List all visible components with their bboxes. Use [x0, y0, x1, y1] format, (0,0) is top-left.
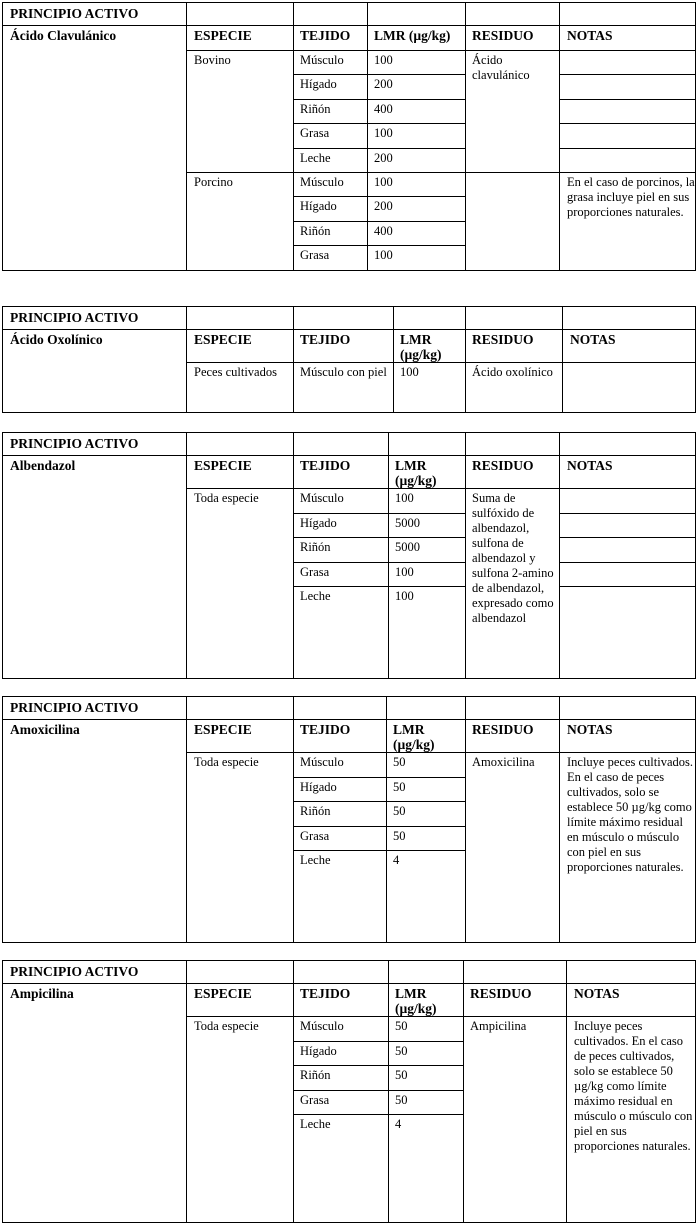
column-header-4: NOTAS — [567, 458, 613, 473]
column-divider — [388, 961, 389, 1222]
lmr-value-cell: 400 — [374, 101, 393, 116]
column-header-4: NOTAS — [574, 986, 620, 1001]
column-divider — [386, 697, 387, 942]
column-header-1: TEJIDO — [300, 722, 351, 737]
column-header-4: NOTAS — [567, 722, 613, 737]
lmr-value-cell: 50 — [395, 1068, 408, 1082]
principio-activo-label: PRINCIPIO ACTIVO — [10, 436, 139, 451]
tissue-cell: Músculo — [300, 755, 344, 769]
subheader-divider — [186, 1016, 695, 1017]
tissue-cell: Grasa — [300, 1092, 330, 1107]
principio-activo-label: PRINCIPIO ACTIVO — [10, 964, 139, 979]
column-divider — [293, 3, 294, 270]
tissue-cell: Riñón — [300, 1068, 331, 1082]
row-divider — [293, 850, 465, 851]
column-divider — [186, 307, 187, 412]
lmr-value-cell: 100 — [400, 365, 419, 379]
column-divider — [186, 697, 187, 942]
header-row-divider — [3, 25, 695, 26]
column-divider — [465, 697, 466, 942]
mrl-table — [2, 306, 696, 413]
row-divider — [293, 586, 465, 587]
mrl-table — [2, 960, 696, 1223]
tissue-cell: Hígado — [300, 77, 337, 92]
tissue-cell: Leche — [300, 853, 331, 867]
row-divider — [293, 777, 465, 778]
row-divider — [293, 1090, 463, 1091]
column-divider — [293, 697, 294, 942]
lmr-value-cell: 200 — [374, 199, 393, 214]
row-divider — [293, 221, 465, 222]
column-header-0: ESPECIE — [194, 332, 252, 347]
column-divider — [559, 3, 560, 270]
column-header-4: NOTAS — [570, 332, 616, 347]
species-cell: Toda especie — [194, 755, 259, 769]
column-header-1: TEJIDO — [300, 28, 351, 43]
tissue-cell: Riñón — [300, 540, 331, 554]
tissue-cell: Leche — [300, 589, 331, 603]
notes-cell: En el caso de porcinos, la grasa incluye piel en sus proporciones naturales. — [567, 175, 695, 219]
column-divider — [393, 307, 394, 412]
tissue-cell: Hígado — [300, 199, 337, 214]
tissue-cell: Músculo — [300, 53, 344, 67]
tissue-cell: Grasa — [300, 248, 330, 263]
tissue-cell: Grasa — [300, 126, 330, 141]
column-header-3: RESIDUO — [472, 722, 534, 737]
column-divider — [559, 697, 560, 942]
column-header-0: ESPECIE — [194, 458, 252, 473]
header-row-divider — [3, 329, 695, 330]
lmr-value-cell: 400 — [374, 223, 393, 238]
subheader-divider — [186, 362, 695, 363]
row-divider — [293, 826, 465, 827]
species-cell: Toda especie — [194, 1019, 259, 1033]
row-divider — [293, 99, 465, 100]
notes-cell — [570, 365, 695, 411]
lmr-value-cell: 200 — [374, 77, 393, 92]
mrl-table — [2, 696, 696, 943]
notes-cell: Incluye peces cultivados. En el caso de peces cultivados, solo se establece 50 µg/kg como límite máximo residual en músculo o músculo con piel en sus proporciones naturales. — [567, 755, 693, 874]
lmr-value-cell: 5000 — [395, 540, 420, 554]
header-row-divider — [3, 719, 695, 720]
tissue-cell: Músculo — [300, 175, 344, 189]
principio-activo-label: PRINCIPIO ACTIVO — [10, 6, 139, 21]
column-divider — [465, 3, 466, 270]
active-substance-name: Ampicilina — [10, 986, 74, 1001]
residue-cell — [472, 175, 556, 269]
lmr-value-cell: 100 — [395, 589, 414, 603]
lmr-value-cell: 100 — [374, 53, 393, 67]
column-divider — [559, 433, 560, 678]
header-row-divider — [3, 983, 695, 984]
tissue-cell: Leche — [300, 1117, 331, 1131]
lmr-value-cell: 50 — [393, 755, 406, 769]
tissue-cell: Músculo con piel — [300, 365, 387, 379]
column-header-0: ESPECIE — [194, 28, 252, 43]
lmr-value-cell: 5000 — [395, 515, 420, 530]
mrl-table — [2, 2, 696, 271]
column-header-0: ESPECIE — [194, 986, 252, 1001]
column-header-2: LMR (µg/kg) — [400, 332, 442, 362]
species-cell: Bovino — [194, 53, 231, 67]
row-divider — [293, 562, 465, 563]
column-divider — [388, 433, 389, 678]
column-divider — [562, 307, 563, 412]
active-substance-name: Ácido Clavulánico — [10, 28, 117, 43]
column-header-4: NOTAS — [567, 28, 613, 43]
column-divider — [367, 3, 368, 270]
column-divider — [186, 961, 187, 1222]
column-header-1: TEJIDO — [300, 986, 351, 1001]
residue-cell: Ácido oxolínico — [472, 365, 553, 379]
residue-cell: Suma de sulfóxido de albendazol, sulfona de albendazol y sulfona 2-amino de albendazol, expresado como albendazol — [472, 491, 554, 625]
row-divider — [293, 513, 465, 514]
column-divider — [186, 3, 187, 270]
group-divider — [186, 172, 695, 173]
column-divider — [465, 433, 466, 678]
row-divider — [293, 245, 465, 246]
residue-cell: Amoxicilina — [472, 755, 535, 769]
column-header-0: ESPECIE — [194, 722, 252, 737]
lmr-value-cell: 50 — [393, 828, 406, 843]
lmr-value-cell: 200 — [374, 150, 393, 165]
principio-activo-label: PRINCIPIO ACTIVO — [10, 310, 139, 325]
column-divider — [186, 433, 187, 678]
tissue-cell: Grasa — [300, 564, 330, 579]
tissue-cell: Músculo — [300, 1019, 344, 1033]
column-header-2: LMR (µg/kg) — [395, 986, 437, 1016]
lmr-value-cell: 100 — [374, 126, 393, 141]
active-substance-name: Amoxicilina — [10, 722, 80, 737]
lmr-value-cell: 100 — [395, 491, 414, 505]
mrl-table — [2, 432, 696, 679]
notes-cell — [567, 491, 695, 610]
column-header-2: LMR (µg/kg) — [395, 458, 437, 488]
tissue-cell: Riñón — [300, 101, 331, 116]
column-header-3: RESIDUO — [472, 28, 534, 43]
species-cell: Porcino — [194, 175, 233, 189]
column-divider — [463, 961, 464, 1222]
lmr-value-cell: 50 — [395, 1019, 408, 1033]
tissue-cell: Leche — [300, 150, 331, 165]
principio-activo-label: PRINCIPIO ACTIVO — [10, 700, 139, 715]
active-substance-name: Albendazol — [10, 458, 76, 473]
lmr-value-cell: 50 — [395, 1043, 408, 1058]
lmr-value-cell: 4 — [393, 853, 400, 867]
column-header-2: LMR (µg/kg) — [393, 722, 435, 752]
tissue-cell: Músculo — [300, 491, 344, 505]
lmr-value-cell: 50 — [393, 804, 406, 818]
lmr-value-cell: 50 — [393, 779, 406, 794]
tissue-cell: Hígado — [300, 1043, 337, 1058]
species-cell: Peces cultivados — [194, 365, 277, 379]
column-header-1: TEJIDO — [300, 332, 351, 347]
column-divider — [293, 433, 294, 678]
notes-cell: Incluye peces cultivados. En el caso de peces cultivados, solo se establece 50 µg/kg como límite máximo residual en músculo o músculo con piel en sus proporciones naturales. — [574, 1019, 693, 1153]
row-divider — [293, 196, 465, 197]
residue-cell: Ampicilina — [470, 1019, 527, 1033]
column-header-3: RESIDUO — [472, 332, 534, 347]
column-header-3: RESIDUO — [472, 458, 534, 473]
row-divider — [293, 1041, 463, 1042]
species-cell: Toda especie — [194, 491, 259, 505]
lmr-value-cell: 4 — [395, 1117, 402, 1131]
subheader-divider — [186, 752, 695, 753]
column-divider — [293, 307, 294, 412]
notes-cell — [567, 53, 695, 171]
column-header-1: TEJIDO — [300, 458, 351, 473]
header-row-divider — [3, 455, 695, 456]
column-divider — [465, 307, 466, 412]
lmr-value-cell: 50 — [395, 1092, 408, 1107]
column-header-3: RESIDUO — [470, 986, 532, 1001]
row-divider — [293, 123, 465, 124]
column-header-2: LMR (µg/kg) — [374, 28, 451, 43]
lmr-value-cell: 100 — [374, 175, 393, 189]
row-divider — [293, 1065, 463, 1066]
active-substance-name: Ácido Oxolínico — [10, 332, 103, 347]
tissue-cell: Grasa — [300, 828, 330, 843]
column-divider — [566, 961, 567, 1222]
tissue-cell: Riñón — [300, 223, 331, 238]
row-divider — [293, 1114, 463, 1115]
column-divider — [293, 961, 294, 1222]
row-divider — [293, 537, 465, 538]
lmr-value-cell: 100 — [395, 564, 414, 579]
lmr-value-cell: 100 — [374, 248, 393, 263]
row-divider — [293, 148, 465, 149]
tissue-cell: Riñón — [300, 804, 331, 818]
row-divider — [293, 74, 465, 75]
tissue-cell: Hígado — [300, 779, 337, 794]
tissue-cell: Hígado — [300, 515, 337, 530]
subheader-divider — [186, 50, 695, 51]
subheader-divider — [186, 488, 695, 489]
residue-cell: Ácido clavulánico — [472, 53, 530, 82]
row-divider — [293, 801, 465, 802]
